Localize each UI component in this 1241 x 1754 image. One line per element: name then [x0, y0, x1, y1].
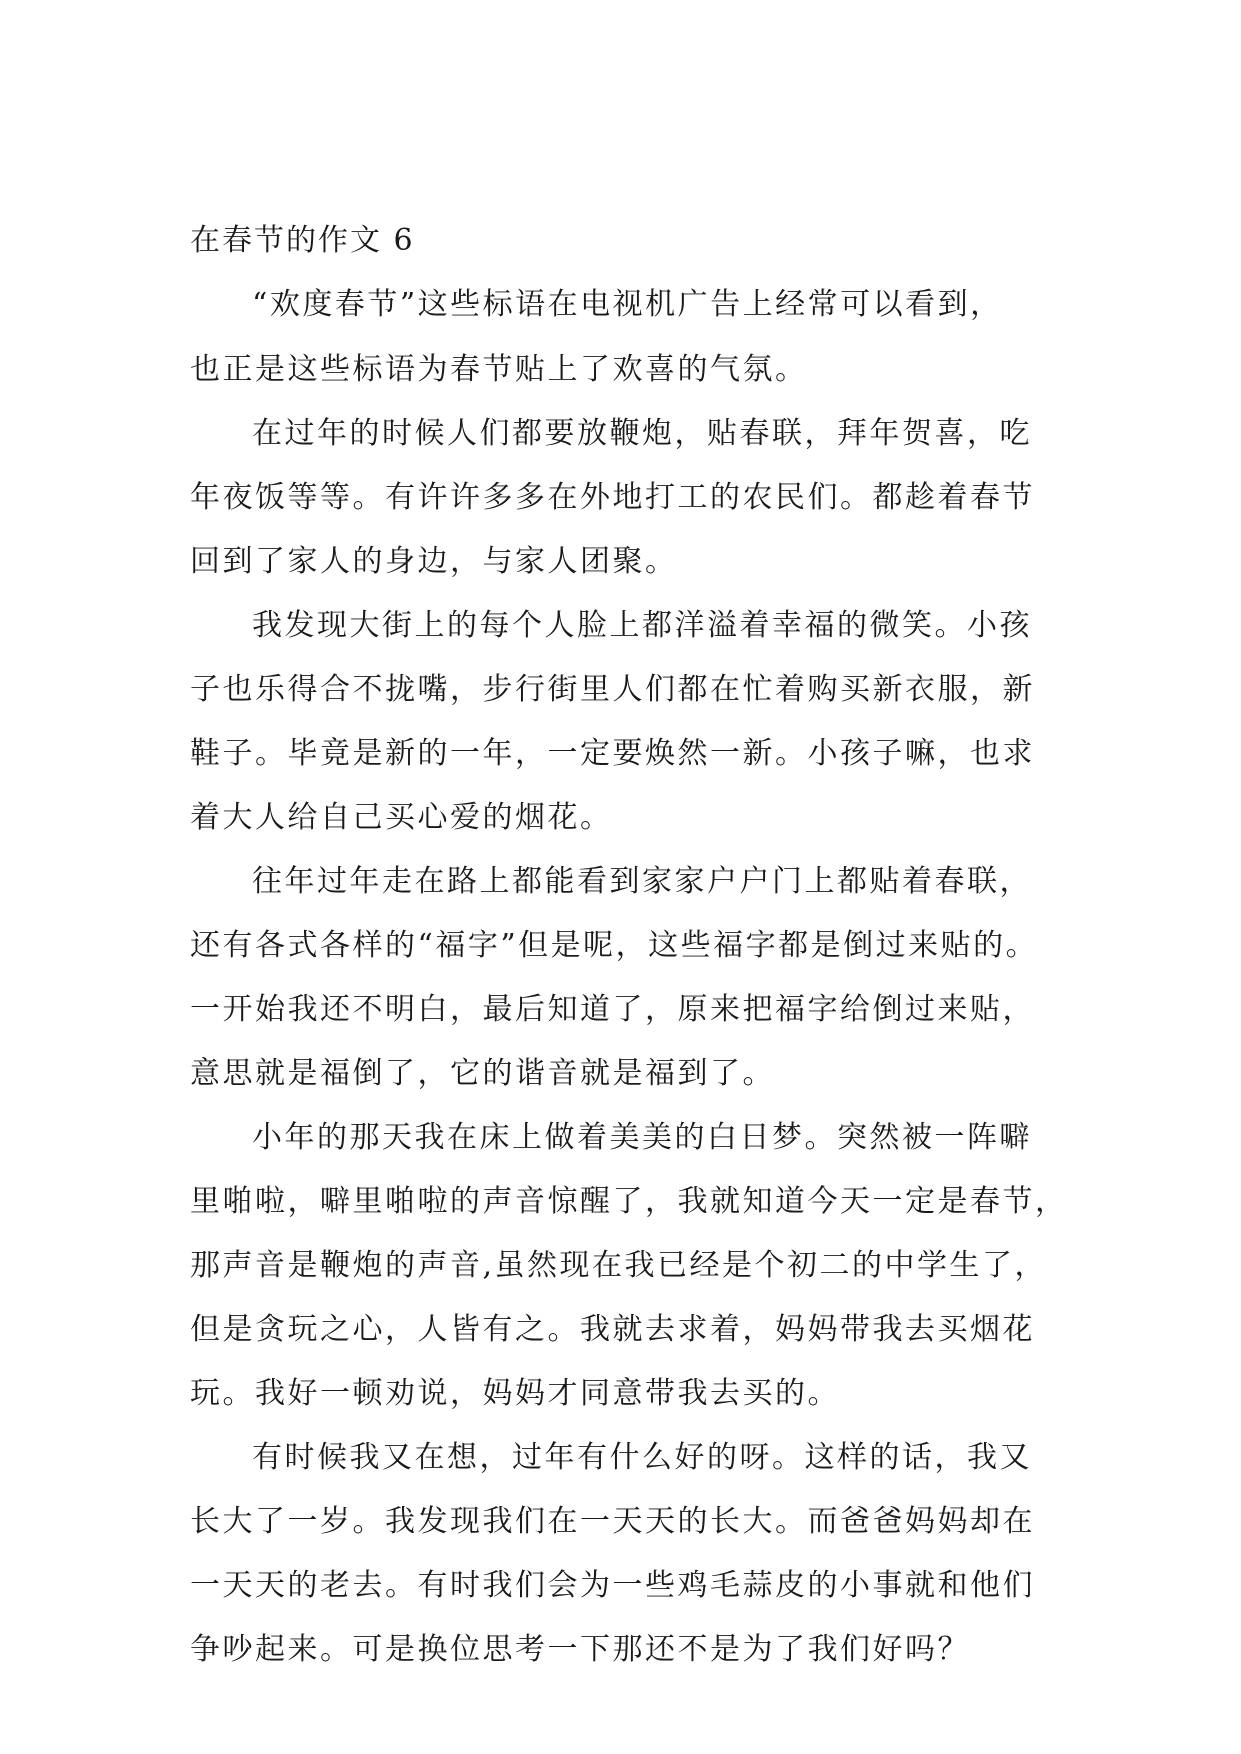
paragraph-6-line-2: 长大了一岁。我发现我们在一天天的长大。而爸爸妈妈却在: [190, 1504, 1035, 1539]
paragraph-2-line-3: 回到了家人的身边，与家人团聚。: [190, 544, 678, 579]
paragraph-4-line-1: 往年过年走在路上都能看到家家户户门上都贴着春联，: [252, 864, 1032, 899]
paragraph-5-line-4: 但是贪玩之心，人皆有之。我就去求着，妈妈带我去买烟花: [190, 1312, 1035, 1347]
paragraph-3-line-3: 鞋子。毕竟是新的一年，一定要焕然一新。小孩子嘛，也求: [190, 736, 1035, 771]
paragraph-6-line-4: 争吵起来。可是换位思考一下那还不是为了我们好吗？: [190, 1632, 970, 1667]
paragraph-6-line-1: 有时候我又在想，过年有什么好的呀。这样的话，我又: [252, 1440, 1032, 1475]
paragraph-5-line-1: 小年的那天我在床上做着美美的白日梦。突然被一阵噼: [252, 1120, 1032, 1155]
paragraph-6-line-3: 一天天的老去。有时我们会为一些鸡毛蒜皮的小事就和他们: [190, 1568, 1035, 1603]
paragraph-5-line-5: 玩。我好一顿劝说，妈妈才同意带我去买的。: [190, 1376, 840, 1411]
paragraph-3-line-4: 着大人给自己买心爱的烟花。: [190, 800, 613, 835]
paragraph-2-line-1: 在过年的时候人们都要放鞭炮，贴春联，拜年贺喜，吃: [252, 416, 1032, 451]
paragraph-4-line-2: 还有各式各样的“福字”但是呢，这些福字都是倒过来贴的。: [190, 928, 1039, 963]
paragraph-1-line-2: 也正是这些标语为春节贴上了欢喜的气氛。: [190, 352, 808, 387]
paragraph-3-line-1: 我发现大街上的每个人脸上都洋溢着幸福的微笑。小孩: [252, 608, 1032, 643]
paragraph-5-line-2: 里啪啦，噼里啪啦的声音惊醒了，我就知道今天一定是春节，: [190, 1184, 1068, 1219]
paragraph-5-line-3: 那声音是鞭炮的声音,虽然现在我已经是个初二的中学生了，: [190, 1248, 1048, 1283]
paragraph-1-line-1: “欢度春节”这些标语在电视机广告上经常可以看到，: [252, 287, 1003, 322]
paragraph-2-line-2: 年夜饭等等。有许许多多在外地打工的农民们。都趁着春节: [190, 480, 1035, 515]
paragraph-3-line-2: 子也乐得合不拢嘴，步行街里人们都在忙着购买新衣服，新: [190, 672, 1035, 707]
document-title: 在春节的作文 6: [190, 223, 415, 258]
paragraph-4-line-3: 一开始我还不明白，最后知道了，原来把福字给倒过来贴，: [190, 992, 1035, 1027]
paragraph-4-line-4: 意思就是福倒了，它的谐音就是福到了。: [190, 1056, 775, 1091]
